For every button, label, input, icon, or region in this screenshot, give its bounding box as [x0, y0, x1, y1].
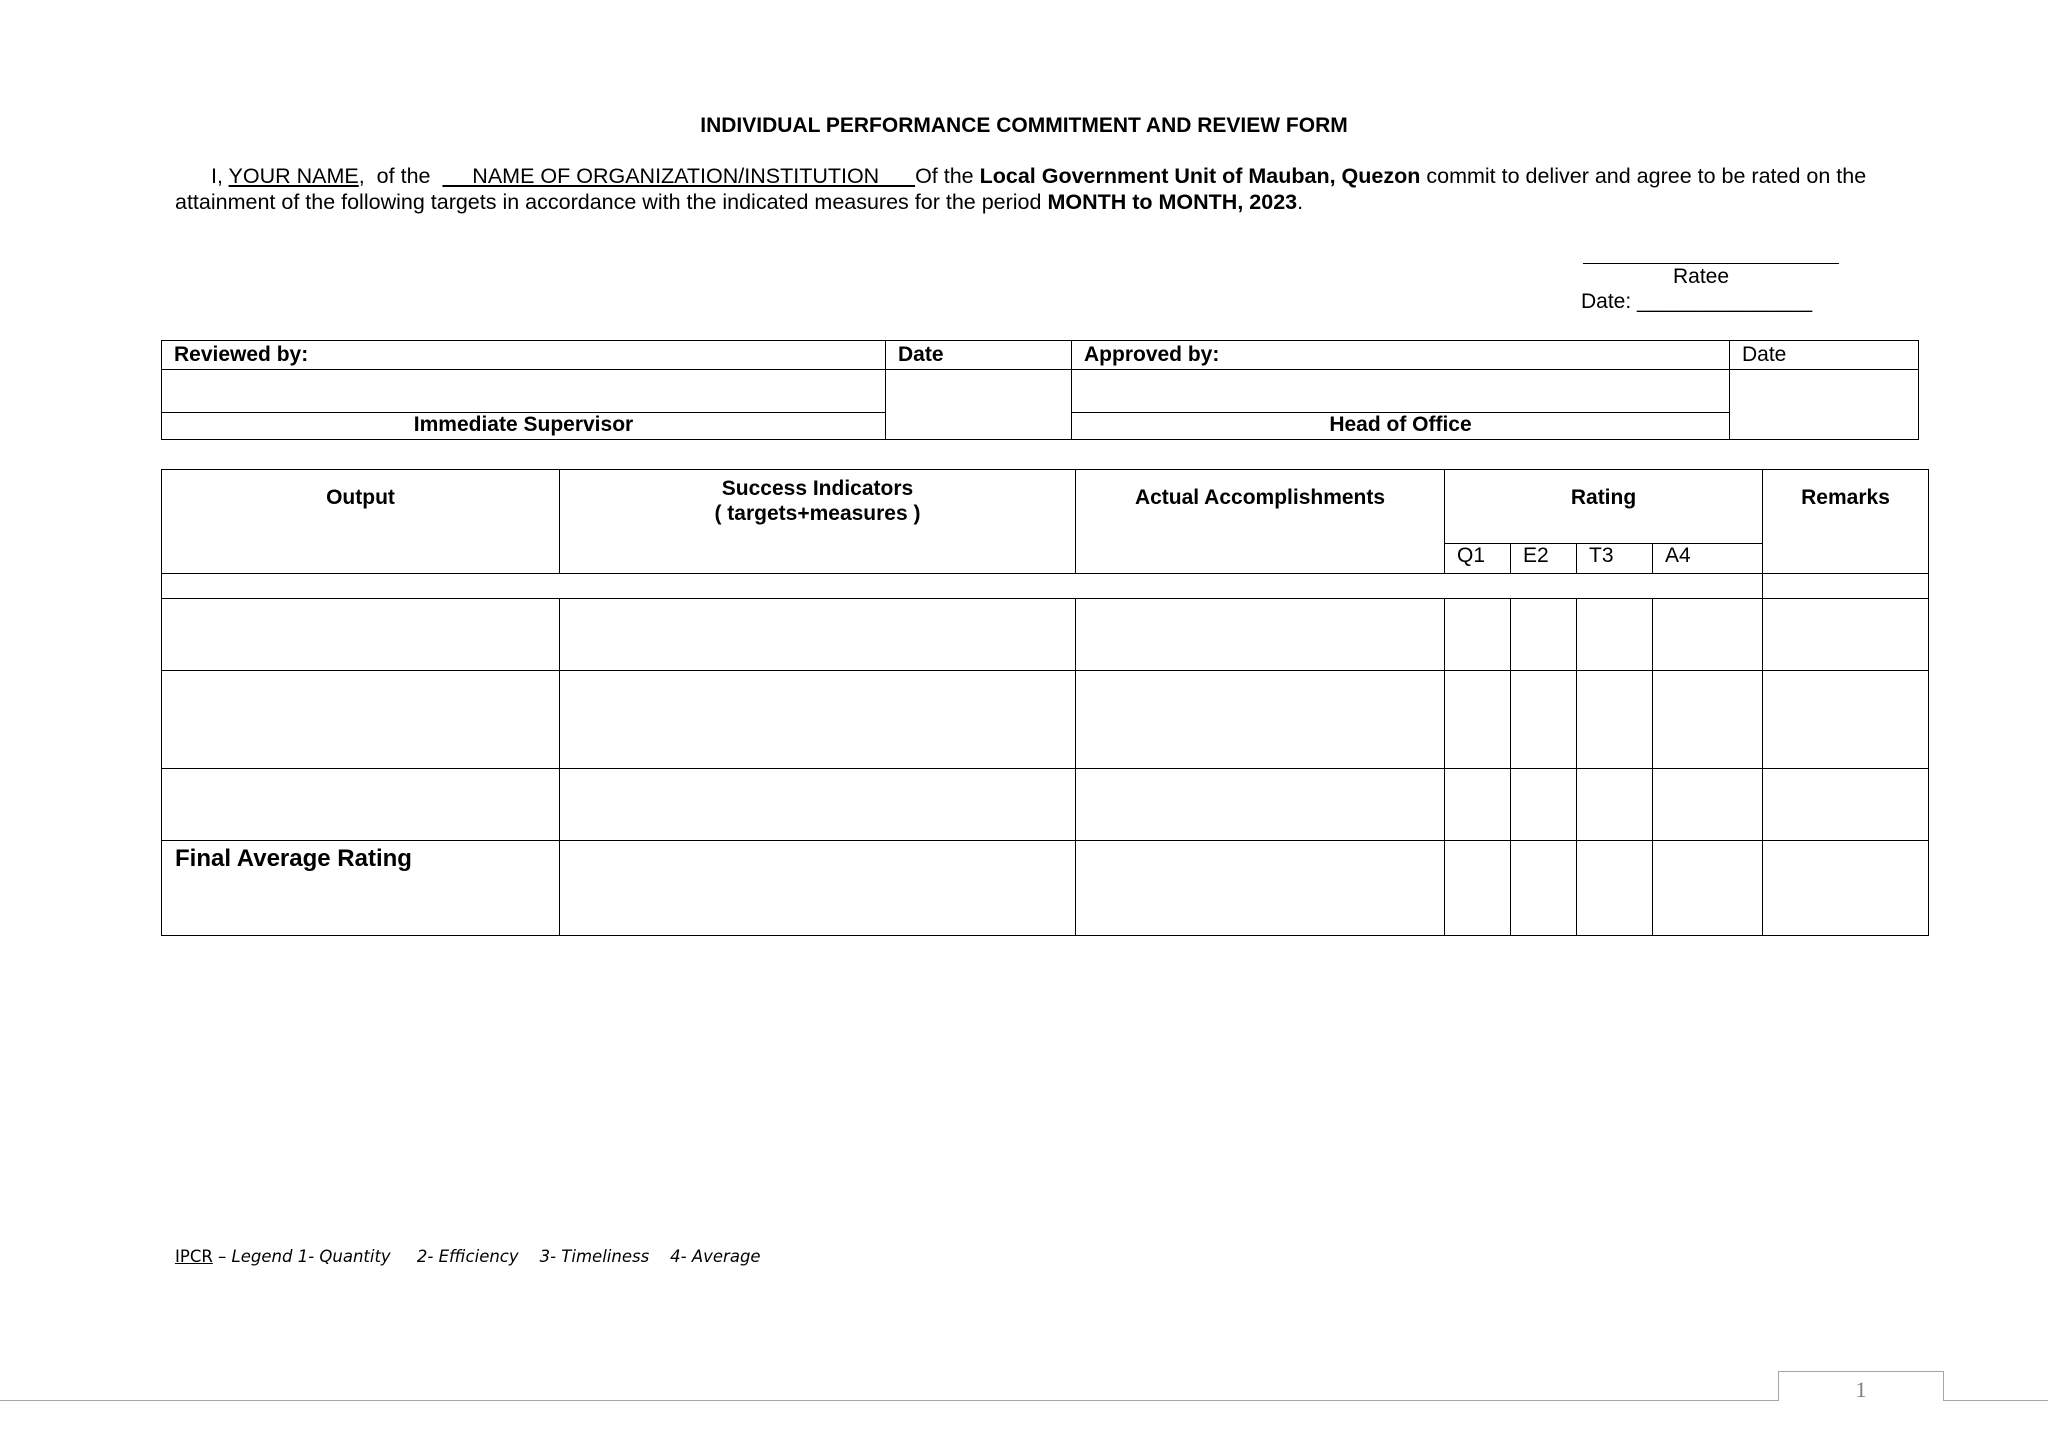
spacer-remarks-cell — [1763, 574, 1929, 599]
head-of-office-label: Head of Office — [1072, 413, 1730, 440]
rating-col-q: Q1 — [1445, 544, 1511, 574]
output-header: Output — [162, 470, 560, 574]
final-average-row — [162, 841, 1929, 936]
intro-of-the: , of the — [358, 164, 443, 188]
reviewed-by-label: Reviewed by: — [162, 341, 886, 370]
intro-prefix: I, — [211, 164, 229, 188]
table-row — [162, 769, 1929, 841]
form-title: INDIVIDUAL PERFORMANCE COMMITMENT AND REVIEW FORM — [700, 114, 1348, 137]
spacer-row — [162, 574, 1763, 599]
footer-line — [0, 1400, 2048, 1401]
immediate-supervisor-label: Immediate Supervisor — [162, 413, 886, 440]
rating-header: Rating — [1445, 470, 1763, 544]
review-approval-table — [161, 340, 1919, 440]
intro-of-the-2: Of the — [915, 164, 980, 188]
legend-ipcr: IPCR — [175, 1247, 213, 1266]
final-average-label: Final Average Rating — [162, 841, 560, 936]
intro-end: . — [1297, 190, 1304, 214]
legend — [175, 1247, 761, 1266]
rating-col-e: E2 — [1511, 544, 1577, 574]
ratee-label: Ratee — [1672, 265, 1730, 288]
approved-by-label: Approved by: — [1072, 341, 1730, 370]
rating-period: MONTH to MONTH, 2023 — [1047, 190, 1298, 214]
commitment-statement — [175, 163, 1927, 215]
success-indicators-title: Success Indicators — [721, 477, 914, 500]
ratee-signature-line — [1583, 263, 1839, 264]
page-number: 1 — [1855, 1377, 1867, 1402]
approve-date-cell — [1730, 370, 1919, 440]
head-signature-cell — [1072, 370, 1730, 413]
supervisor-signature-cell — [162, 370, 886, 413]
table-row — [162, 599, 1929, 671]
organization-name: NAME OF ORGANIZATION/INSTITUTION — [442, 164, 916, 188]
ratee-date: Date: _______________ — [1581, 290, 1813, 313]
ipcr-table — [161, 469, 1929, 936]
employee-name: YOUR NAME — [228, 164, 359, 188]
actual-accomplishments-header: Actual Accomplishments — [1076, 470, 1445, 574]
lgu-name: Local Government Unit of Mauban, Quezon — [979, 164, 1421, 188]
legend-text: – Legend 1- Quantity 2- Efficiency 3- Timeliness 4- Average — [212, 1247, 761, 1266]
rating-col-a: A4 — [1653, 544, 1763, 574]
review-date-cell — [886, 370, 1072, 440]
approve-date-label: Date — [1730, 341, 1919, 370]
review-date-label: Date — [886, 341, 1072, 370]
table-row — [162, 671, 1929, 769]
rating-col-t: T3 — [1577, 544, 1653, 574]
intro-commit: commit to deliver and agree to be rated on the attainment of the following targets in accordance with the indicated measures for the period — [175, 164, 1867, 214]
success-indicators-subtitle: ( targets+measures ) — [714, 502, 921, 525]
success-indicators-header — [560, 470, 1076, 574]
remarks-header: Remarks — [1763, 470, 1929, 574]
